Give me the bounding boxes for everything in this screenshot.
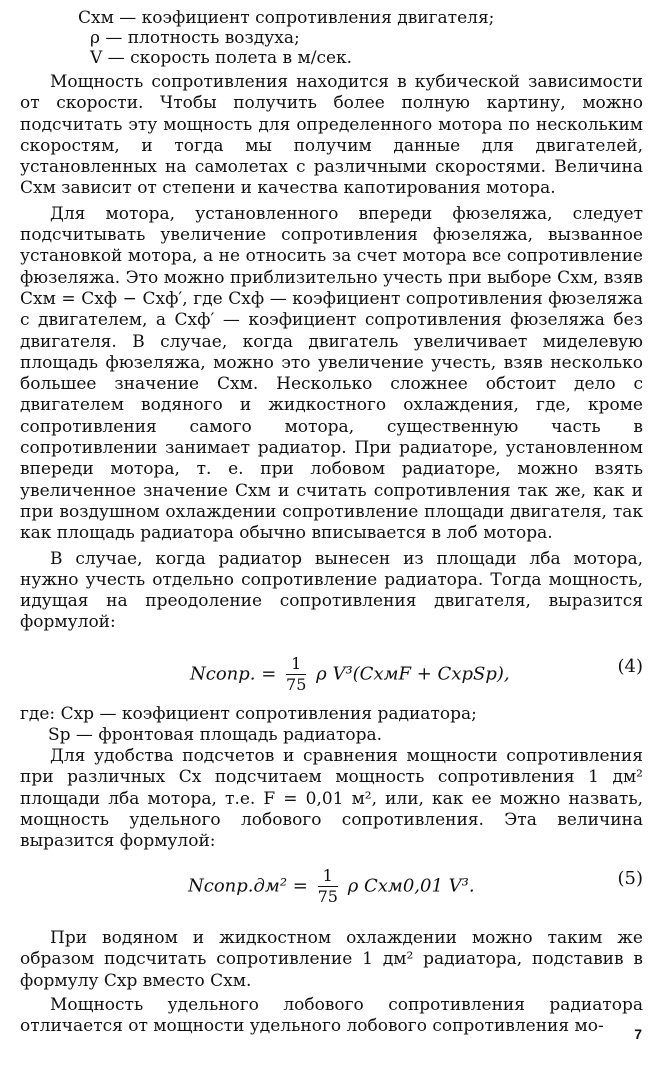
formula-5-fraction bbox=[318, 866, 338, 907]
formula-4-rhs: ρ V³(CхмF + CхрSр), bbox=[316, 663, 510, 685]
formula-5-denominator: 75 bbox=[317, 887, 338, 906]
formula-4 bbox=[20, 648, 643, 694]
formula-4-denominator: 75 bbox=[286, 675, 307, 694]
formula-5-numerator: 1 bbox=[322, 866, 333, 885]
definitions-list bbox=[78, 8, 494, 68]
definition-line: V — скорость полета в м/сек. bbox=[90, 48, 353, 68]
paragraph: При водяном и жидкостном охлаждении можно таким же образом подсчитать сопротивление 1 дм² радиатора, подставив в формулу Cхр вместо Cхм. bbox=[20, 928, 643, 991]
formula-5-rhs: ρ Cхм0,01 V³. bbox=[347, 875, 475, 897]
body-text-bottom bbox=[20, 928, 643, 1037]
formula-5-lhs: Nсопр.дм² = bbox=[188, 875, 308, 897]
formula-4-lhs: Nсопр. = bbox=[190, 663, 277, 685]
where-line: где: Cхр — коэфициент сопротивления радиатора; bbox=[20, 704, 477, 724]
definition-line: Cхм — коэфициент сопротивления двигателя; bbox=[78, 8, 495, 28]
paragraph: Мощность удельного лобового сопротивления радиатора отличается от мощности удельного лобового сопротивления мо- bbox=[20, 994, 643, 1037]
formula-5 bbox=[20, 860, 643, 906]
formula-4-numerator: 1 bbox=[291, 654, 302, 673]
definition-line: ρ — плотность воздуха; bbox=[90, 28, 300, 48]
page-number: 7 bbox=[634, 1026, 642, 1042]
where-line: Sр — фронтовая площадь радиатора. bbox=[48, 725, 383, 745]
paragraph: В случае, когда радиатор вынесен из площади лба мотора, нужно учесть отдельно сопротивление радиатора. Тогда мощность, идущая на преодоление сопротивления двигателя, выразится формулой: bbox=[20, 548, 643, 633]
where-list bbox=[20, 704, 477, 746]
formula-4-fraction bbox=[286, 654, 306, 695]
paragraph: Для мотора, установленного впереди фюзеляжа, следует подсчитывать увеличение сопротивления фюзеляжа, вызванное установкой мотора, а не относить за счет мотора все сопротивление фюзеляжа. Это можно приблизительно учесть при выборе Cхм, взяв Cхм = Cхф − Cхф′, где Cхф — коэфициент сопротивления фюзеляжа с двигателем, а Cхф′ — коэфициент сопротивления фюзеляжа без двигателя. В случае, когда двигатель увеличивает миделевую площадь фюзеляжа, можно это увеличение учесть, взяв несколько большее значение Cхм. Несколько сложнее обстоит дело с двигателем водяного и жидкостного охлаждения, где, кроме сопротивления самого мотора, существенную часть в сопротивлении занимает радиатор. При радиаторе, установленном впереди мотора, т. е. при лобовом радиаторе, можно взять увеличенное значение Cхм и считать сопротивления так же, как и при воздушном охлаждении сопротивление площади двигателя, так как площадь радиатора обычно вписывается в лоб мотора. bbox=[20, 203, 643, 544]
body-text-mid bbox=[20, 746, 643, 852]
formula-5-number: (5) bbox=[617, 868, 643, 889]
paragraph: Мощность сопротивления находится в кубической зависимости от скорости. Чтобы получить более полную картину, можно подсчитать эту мощность для определенного мотора по нескольким скоростям, и тогда мы получим данные для двигателей, установленных на самолетах с различными скоростями. Величина Cхм зависит от степени и качества капотирования мотора. bbox=[20, 72, 643, 199]
paragraph: Для удобства подсчетов и сравнения мощности сопротивления при различных Cх подсчитаем мощность сопротивления 1 дм² площади лба мотора, т.е. F = 0,01 м², или, как ее можно назвать, мощность удельного лобового сопротивления. Эта величина выразится формулой: bbox=[20, 746, 643, 852]
body-text-top bbox=[20, 72, 643, 634]
formula-4-number: (4) bbox=[617, 656, 643, 677]
